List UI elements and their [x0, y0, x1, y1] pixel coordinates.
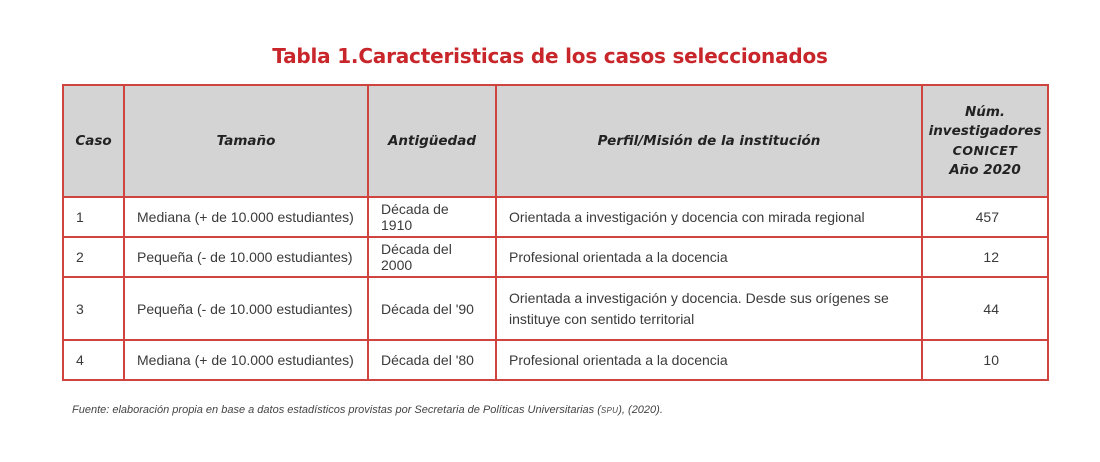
cell-num: 457: [922, 197, 1048, 237]
cell-perfil: Profesional orientada a la docencia: [496, 237, 922, 277]
source-note: [72, 404, 663, 416]
cell-perfil: Profesional orientada a la docencia: [496, 340, 922, 380]
header-num-line2: investigadores: [928, 122, 1042, 139]
table-header-row: [63, 85, 1048, 197]
cell-perfil: Orientada a investigación y docencia con mirada regional: [496, 197, 922, 237]
cell-num: 10: [922, 340, 1048, 380]
header-num-investigadores: [922, 85, 1048, 197]
source-suffix: ), (2020).: [618, 404, 663, 416]
header-num-line3: CONICET: [952, 142, 1018, 158]
cell-tamano: Pequeña (- de 10.000 estudiantes): [124, 277, 368, 340]
cell-antiguedad: Década del '80: [368, 340, 496, 380]
source-abbr: spu: [600, 404, 619, 416]
cell-antiguedad: Década del '90: [368, 277, 496, 340]
header-caso: Caso: [63, 85, 124, 197]
header-tamano: Tamaño: [124, 85, 368, 197]
source-prefix: Fuente: elaboración propia en base a datos estadísticos provistas por Secretaria de Políticas Universitarias (: [72, 404, 601, 416]
cell-num: 44: [922, 277, 1048, 340]
cell-tamano: Mediana (+ de 10.000 estudiantes): [124, 340, 368, 380]
cases-table: [62, 84, 1049, 381]
table-title: Tabla 1.Caracteristicas de los casos seleccionados: [272, 44, 828, 68]
table-row: [63, 340, 1048, 380]
cell-antiguedad: Década de 1910: [368, 197, 496, 237]
header-antiguedad: Antigüedad: [368, 85, 496, 197]
header-num-line1: Núm.: [964, 103, 1006, 120]
header-perfil: Perfil/Misión de la institución: [496, 85, 922, 197]
cell-caso: 2: [63, 237, 124, 277]
cell-num: 12: [922, 237, 1048, 277]
table-row: [63, 197, 1048, 237]
table-row: [63, 277, 1048, 340]
table-row: [63, 237, 1048, 277]
cell-perfil: Orientada a investigación y docencia. Desde sus orígenes se instituye con sentido territorial: [496, 277, 922, 340]
cell-tamano: Pequeña (- de 10.000 estudiantes): [124, 237, 368, 277]
cell-tamano: Mediana (+ de 10.000 estudiantes): [124, 197, 368, 237]
cell-caso: 1: [63, 197, 124, 237]
cell-caso: 3: [63, 277, 124, 340]
cell-antiguedad: Década del 2000: [368, 237, 496, 277]
header-num-line4: Año 2020: [949, 161, 1021, 178]
cell-caso: 4: [63, 340, 124, 380]
